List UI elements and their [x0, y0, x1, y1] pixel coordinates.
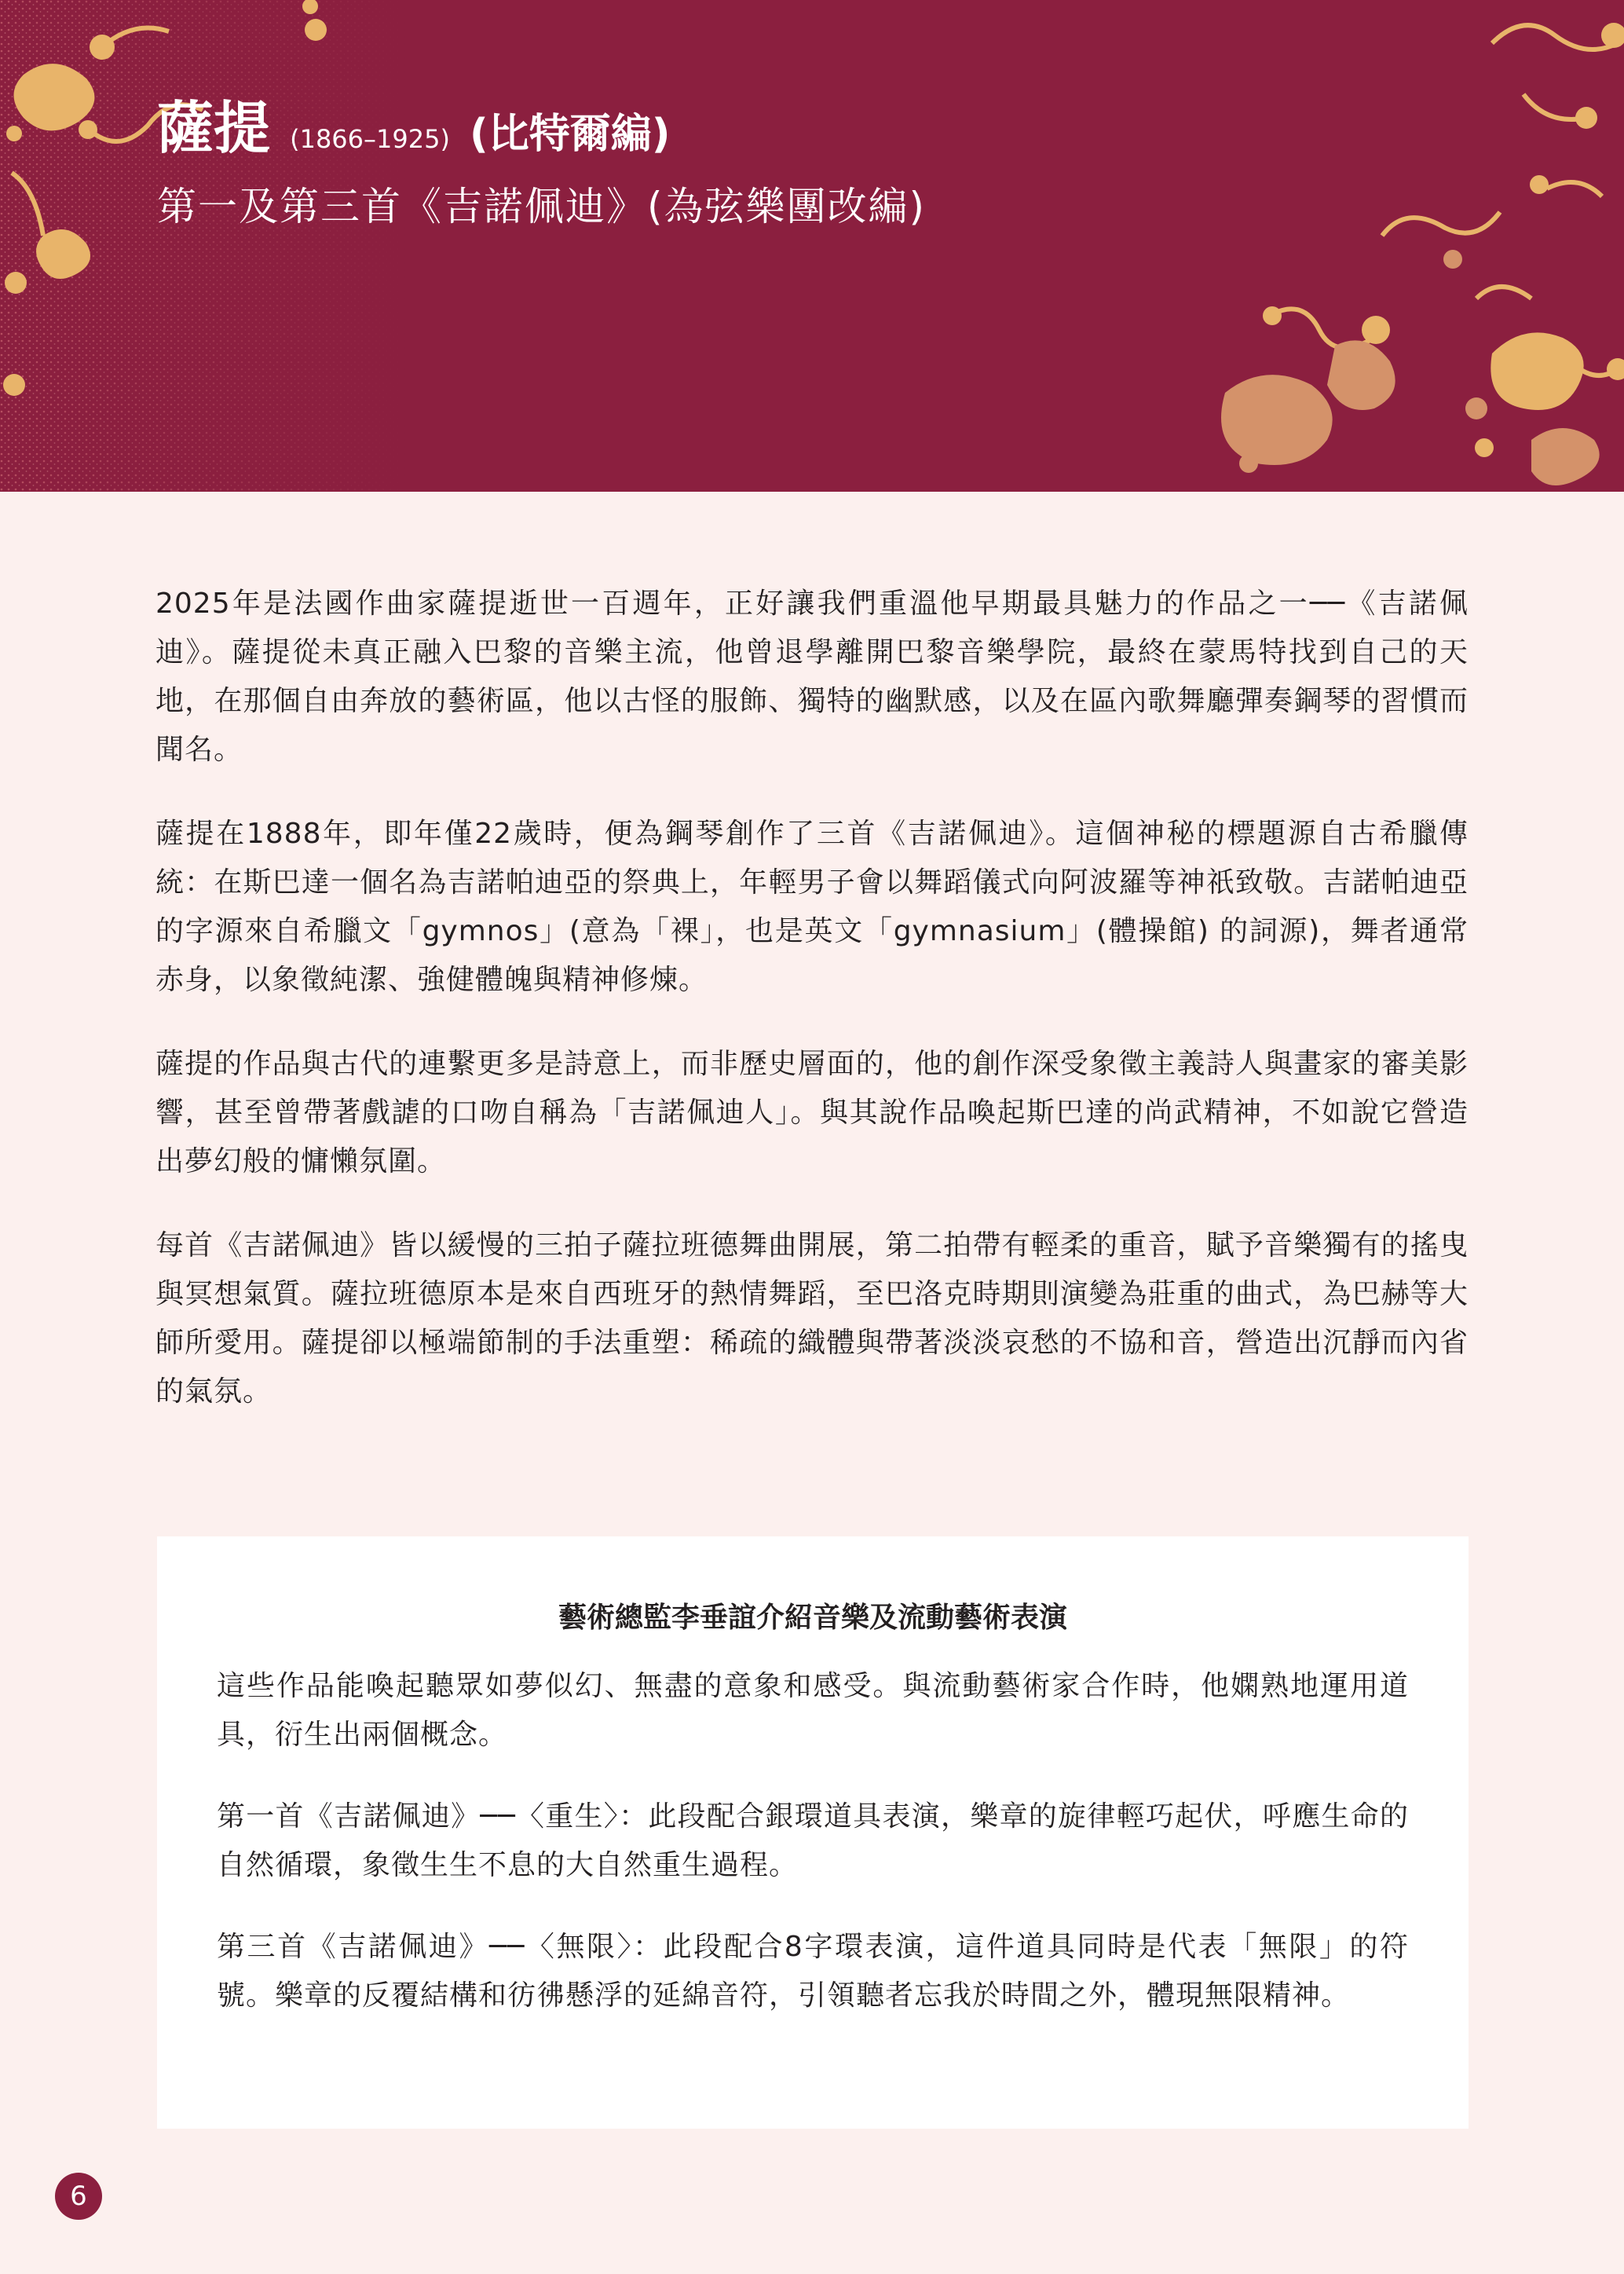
- paragraph: 薩提的作品與古代的連繫更多是詩意上，而非歷史層面的，他的創作深受象徵主義詩人與畫家的審美影響，甚至曾帶著戲謔的口吻自稱為「吉諾佩迪人」。與其說作品喚起斯巴達的尚武精神，不如說它營造出夢幻般的慵懶氛圍。: [155, 1048, 1469, 1177]
- header-banner: [0, 0, 1624, 492]
- composer-years: (1866–1925): [290, 124, 450, 154]
- page-subtitle: 第一及第三首《吉諾佩迪》(為弦樂團改編): [157, 184, 927, 229]
- title-block: [157, 93, 926, 234]
- info-box: [157, 1536, 1469, 2129]
- paragraph: 2025年是法國作曲家薩提逝世一百週年，正好讓我們重溫他早期最具魅力的作品之一──《吉諾佩迪》。薩提從未真正融入巴黎的音樂主流，他曾退學離開巴黎音樂學院，最終在蒙馬特找到自己的天地，在那個自由奔放的藝術區，他以古怪的服飾、獨特的幽默感，以及在區內歌舞廳彈奏鋼琴的習慣而聞名。: [155, 588, 1469, 766]
- info-box-paragraph: 第一首《吉諾佩迪》──〈重生〉：此段配合銀環道具表演，樂章的旋律輕巧起伏，呼應生命的自然循環，象徵生生不息的大自然重生過程。: [217, 1800, 1409, 1881]
- paragraph: 薩提在1888年，即年僅22歲時，便為鋼琴創作了三首《吉諾佩迪》。這個神秘的標題源自古希臘傳統：在斯巴達一個名為吉諾帕迪亞的祭典上，年輕男子會以舞蹈儀式向阿波羅等神祇致敬。吉諾帕迪亞的字源來自希臘文「gymnos」(意為「裸」，也是英文「gymnasium」(體操館) 的詞源)，舞者通常赤身，以象徵純潔、強健體魄與精神修煉。: [155, 818, 1469, 996]
- paragraph: 每首《吉諾佩迪》皆以緩慢的三拍子薩拉班德舞曲開展，第二拍帶有輕柔的重音，賦予音樂獨有的搖曳與冥想氣質。薩拉班德原本是來自西班牙的熱情舞蹈，至巴洛克時期則演變為莊重的曲式，為巴赫等大師所愛用。薩提卻以極端節制的手法重塑：稀疏的織體與帶著淡淡哀愁的不協和音，營造出沉靜而內省的氣氛。: [155, 1229, 1469, 1408]
- arranger-note: (比特爾編): [470, 111, 671, 158]
- decorative-pattern: [0, 0, 1624, 492]
- page-number: 6: [55, 2173, 102, 2220]
- article-body: [155, 580, 1469, 1452]
- composer-name: 薩提: [157, 95, 271, 161]
- info-box-title: 藝術總監李垂誼介紹音樂及流動藝術表演: [558, 1602, 1067, 1634]
- page-title: [157, 93, 926, 174]
- info-box-paragraph: 這些作品能喚起聽眾如夢似幻、無盡的意象和感受。與流動藝術家合作時，他嫻熟地運用道具，衍生出兩個概念。: [217, 1670, 1409, 1751]
- info-box-paragraph: 第三首《吉諾佩迪》──〈無限〉：此段配合8字環表演，這件道具同時是代表「無限」的符號。樂章的反覆結構和彷彿懸浮的延綿音符，引領聽者忘我於時間之外，體現無限精神。: [217, 1931, 1409, 2012]
